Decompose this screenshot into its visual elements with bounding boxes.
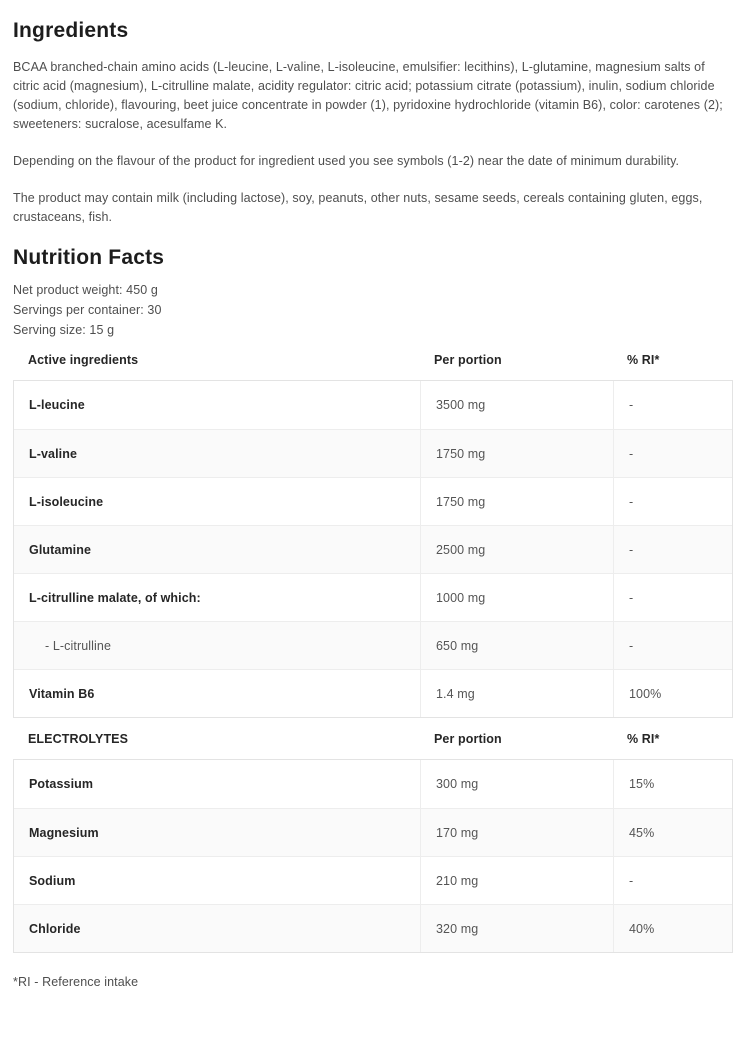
- table-row: [14, 429, 732, 477]
- ingredient-name-cell: L-leucine: [29, 398, 85, 412]
- electrolyte-name-cell: Potassium: [29, 777, 94, 791]
- per-portion-cell: 300 mg: [420, 760, 613, 808]
- column-header-ri: % RI*: [627, 353, 660, 367]
- column-header-per-portion: Per portion: [434, 732, 502, 746]
- ri-cell: 40%: [613, 905, 732, 952]
- per-portion-cell: 1750 mg: [420, 478, 613, 525]
- ri-cell: -: [613, 526, 732, 573]
- active-ingredients-table-header: [13, 353, 733, 367]
- table-row-sub-ingredient: [14, 621, 732, 669]
- per-portion-cell: 650 mg: [420, 622, 613, 669]
- ingredient-name-cell: L-isoleucine: [29, 494, 104, 509]
- column-header-ri: % RI*: [627, 732, 660, 746]
- table-row: [14, 904, 732, 952]
- ingredient-name-cell: L-citrulline malate, of which:: [29, 590, 201, 605]
- ingredients-composition-paragraph: BCAA branched-chain amino acids (L-leucine, L-valine, L-isoleucine, emulsifier: lecithins), L-glutamine, magnesium salts of citric acid (magnesium), L-citrulline malate, acidity regulator: citric acid; potassium citrate (potassium), inulin, sodium chloride (sodium, chloride), flavouring, beet juice concentrate in powder (1), pyridoxine hydrochloride (vitamin B6), color: carotenes (2); sweeteners: sucralose, acesulfame K.: [13, 60, 723, 131]
- electrolyte-name-cell: Magnesium: [29, 825, 99, 840]
- ingredient-name-cell: Glutamine: [29, 542, 92, 557]
- table-row: [14, 808, 732, 856]
- table-row: [14, 760, 732, 808]
- serving-size: Serving size: 15 g: [13, 323, 115, 337]
- column-header-per-portion: Per portion: [434, 353, 502, 367]
- nutrition-facts-title: Nutrition Facts: [13, 246, 165, 269]
- electrolyte-name-cell: Chloride: [29, 921, 81, 936]
- allergen-warning-paragraph: The product may contain milk (including lactose), soy, peanuts, other nuts, sesame seeds, cereals containing gluten, eggs, crustaceans, fish.: [13, 191, 703, 224]
- per-portion-cell: 1.4 mg: [420, 670, 613, 717]
- electrolyte-name-cell: Sodium: [29, 873, 76, 888]
- per-portion-cell: 1750 mg: [420, 430, 613, 477]
- ri-cell: -: [613, 430, 732, 477]
- per-portion-cell: 320 mg: [420, 905, 613, 952]
- ri-cell: -: [613, 857, 732, 904]
- reference-intake-footnote: *RI - Reference intake: [13, 975, 139, 989]
- product-meta: [13, 280, 733, 340]
- per-portion-cell: 170 mg: [420, 809, 613, 856]
- electrolytes-table: [13, 759, 733, 953]
- column-header-electrolytes: ELECTROLYTES: [28, 732, 129, 746]
- ri-cell: -: [613, 478, 732, 525]
- table-row: [14, 381, 732, 429]
- table-row: [14, 669, 732, 717]
- ri-cell: -: [613, 574, 732, 621]
- ingredient-name-cell: - L-citrulline: [45, 638, 111, 653]
- ri-cell: -: [613, 381, 732, 429]
- table-row: [14, 525, 732, 573]
- table-row: [14, 477, 732, 525]
- electrolytes-table-header: [13, 732, 733, 746]
- per-portion-cell: 2500 mg: [420, 526, 613, 573]
- table-row: [14, 573, 732, 621]
- table-row: [14, 856, 732, 904]
- ri-cell: 100%: [613, 670, 732, 717]
- per-portion-cell: 210 mg: [420, 857, 613, 904]
- per-portion-cell: 1000 mg: [420, 574, 613, 621]
- flavour-symbols-paragraph: Depending on the flavour of the product for ingredient used you see symbols (1-2) near the date of minimum durability.: [13, 154, 680, 168]
- column-header-active-ingredients: Active ingredients: [28, 353, 139, 367]
- product-nutrition-page: [0, 18, 740, 1042]
- ingredients-title: Ingredients: [13, 19, 129, 42]
- ri-cell: 15%: [613, 760, 732, 808]
- ingredient-name-cell: Vitamin B6: [29, 686, 95, 701]
- per-portion-cell: 3500 mg: [420, 381, 613, 429]
- servings-per-container: Servings per container: 30: [13, 303, 162, 317]
- active-ingredients-table: [13, 380, 733, 718]
- ri-cell: 45%: [613, 809, 732, 856]
- net-product-weight: Net product weight: 450 g: [13, 283, 158, 297]
- ingredient-name-cell: L-valine: [29, 446, 78, 461]
- ri-cell: -: [613, 622, 732, 669]
